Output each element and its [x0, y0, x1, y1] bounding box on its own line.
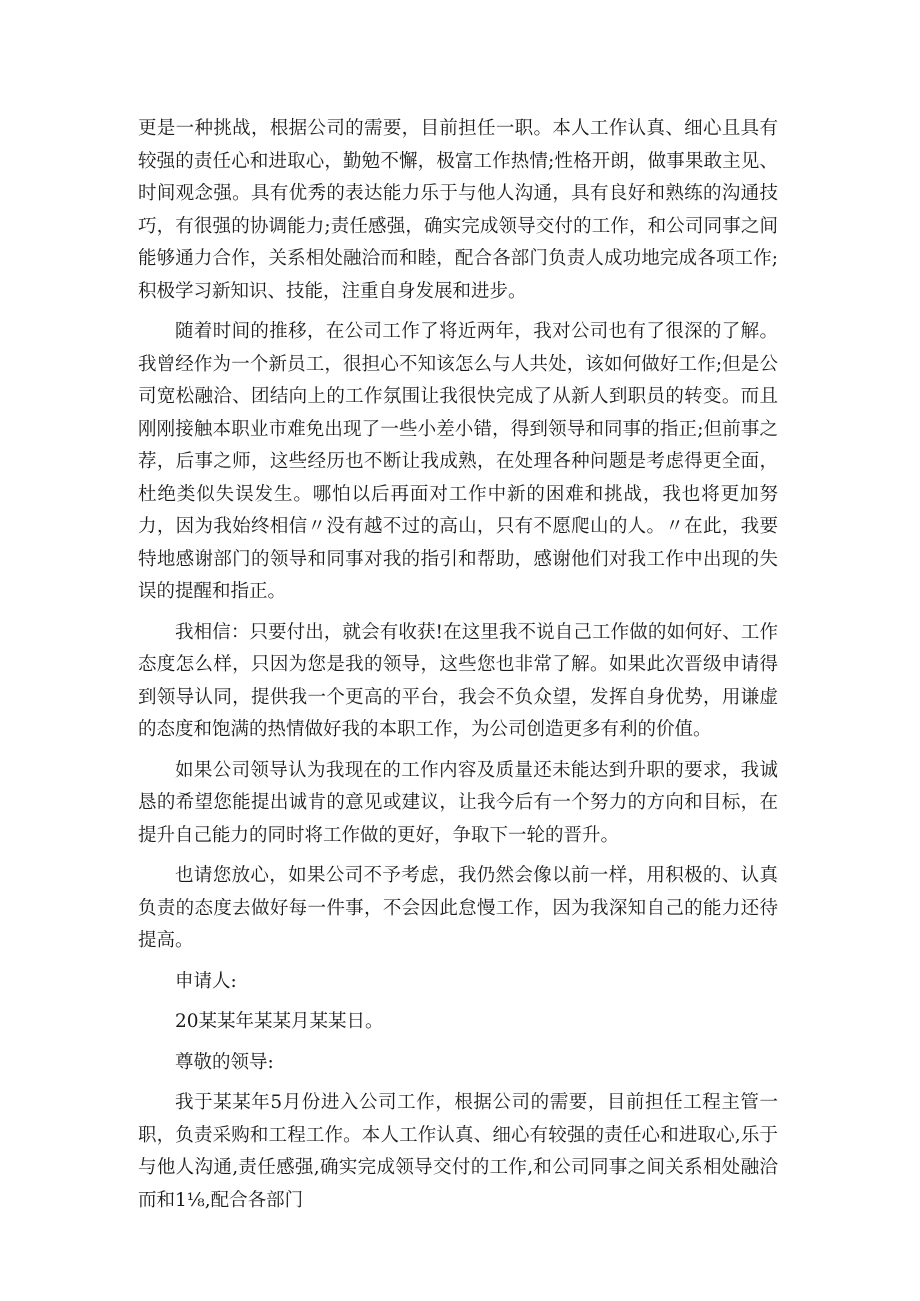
body-paragraph: 随着时间的推移，在公司工作了将近两年，我对公司也有了很深的了解。我曾经作为一个新员工，很担心不知该怎么与人共处，该如何做好工作;但是公司宽松融洽、团结向上的工作氛围让我很快完成了从新人到职员的转变。而且刚刚接触本职业市难免出现了一些小差小错，得到领导和同事的指正;但前事之荐，后事之师，这些经历也不断让我成熟，在处理各种问题是考虑得更全面，杜绝类似失误发生。哪怕以后再面对工作中新的困难和挑战，我也将更加努力，因为我始终相信〃没有越不过的高山，只有不愿爬山的人。〃在此，我要特地感谢部门的领导和同事对我的指引和帮助，感谢他们对我工作中出现的失误的提醒和指正。: [138, 321, 778, 602]
document-page: [138, 113, 778, 1217]
date-line: 20某某年某某月某某日。: [175, 1011, 384, 1032]
body-paragraph: 更是一种挑战，根据公司的需要，目前担任一职。本人工作认真、细心且具有较强的责任心和进取心，勤勉不懈，极富工作热情;性格开朗，做事果敢主见、时间观念强。具有优秀的表达能力乐于与他人沟通，具有良好和熟练的沟通技巧，有很强的协调能力;责任感强，确实完成领导交付的工作，和公司同事之间能够通力合作，关系相处融洽而和睦，配合各部门负责人成功地完成各项工作;积极学习新知识、技能，注重自身发展和进步。: [138, 118, 778, 302]
body-paragraph: 也请您放心，如果公司不予考虑，我仍然会像以前一样，用积极的、认真负责的态度去做好每一件事，不会因此怠慢工作，因为我深知自己的能力还待提高。: [138, 865, 778, 951]
body-paragraph: 如果公司领导认为我现在的工作内容及质量还未能达到升职的要求，我诚恳的希望您能提出诚肯的意见或建议，让我今后有一个努力的方向和目标，在提升自己能力的同时将工作做的更好，争取下一轮的晋升。: [138, 759, 778, 846]
salutation: 尊敬的领导:: [175, 1051, 274, 1073]
body-paragraph: 我于某某年5月份进入公司工作，根据公司的需要，目前担任工程主管一职，负责采购和工程工作。本人工作认真、细心有较强的责任心和进取心,乐于与他人沟通,责任感强,确实完成领导交付的工作,和公司同事之间关系相处融洽而和1⅛,配合各部门: [138, 1092, 778, 1211]
body-paragraph: 我相信：只要付出，就会有收获!在这里我不说自己工作做的如何好、工作态度怎么样，只因为您是我的领导，这些您也非常了解。如果此次晋级申请得到领导认同，提供我一个更高的平台，我会不负众望，发挥自身优势，用谦虚的态度和饱满的热情做好我的本职工作，为公司创造更多有利的价值。: [138, 621, 778, 740]
applicant-line: 申请人:: [175, 970, 237, 992]
